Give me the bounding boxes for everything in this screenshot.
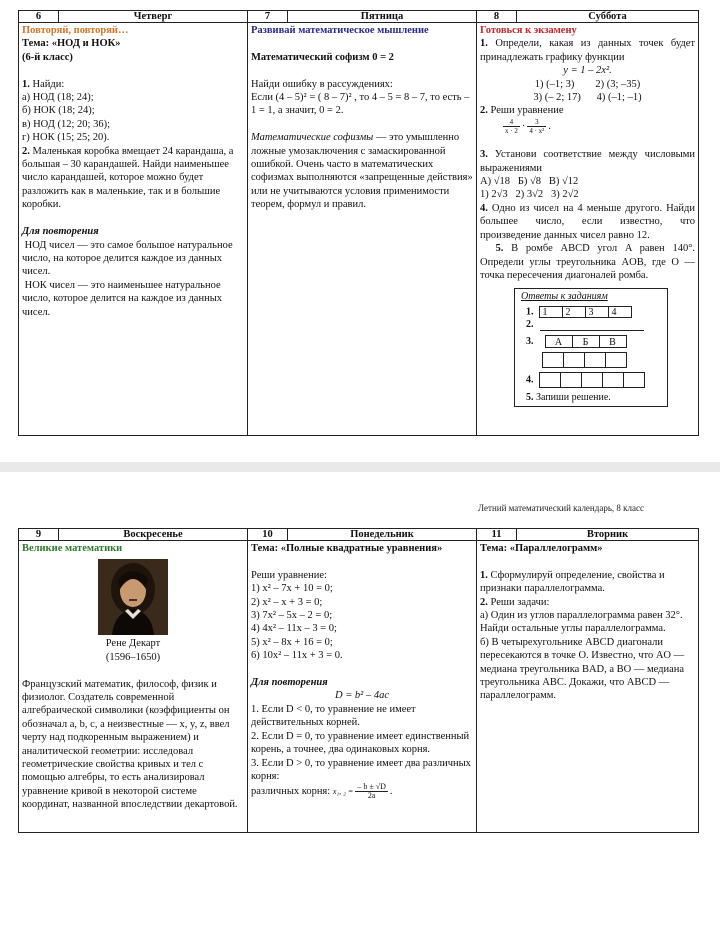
task-2: 2. Реши уравнение $\frac{4}{x \cdot 2}$ · $\frac{3}{\text{4 · x²}}$ . [480, 105, 564, 135]
task-4: 4. Одно из чисел на 4 меньше другого. Найди большее число, если известно, что произведение данных чисел равно 12. [480, 202, 698, 241]
calendar-table-week1 [18, 10, 699, 436]
answer-cell[interactable] [542, 352, 564, 368]
rule: 1. Если D < 0, то уравнение не имеет действительных корней. [251, 703, 419, 729]
answer-cells [540, 372, 645, 388]
sunday-cell [19, 541, 248, 833]
task-1: 1. Сформулируй определение, свойства и признаки параллелограмма. [480, 569, 668, 595]
day-number: 6 [19, 11, 59, 23]
answer-cell[interactable] [560, 372, 582, 388]
day-number: 11 [477, 529, 517, 541]
definition: Математические софизмы — это умышленно ложные умозаключения с замаскированной ошибкой. Очень часто в математических софизмах выполняются «запрещенные действия» или не учитываются условия применимости теорем, формул и правил. [251, 132, 476, 211]
review-title: Для повторения [22, 226, 99, 238]
task-item: б) НОК (18; 24); [22, 105, 95, 117]
answer-row-3: 3. А Б В [521, 335, 661, 348]
day-name: Суббота [517, 11, 699, 23]
answer-row-2: 2. [521, 319, 661, 331]
fraction: $\frac{4}{x \cdot 2}$ [505, 117, 518, 135]
rule: 2. Если D = 0, то уравнение имеет единственный корень, а точнее, два одинаковых корня. [251, 730, 472, 756]
rule: 3. Если D > 0, то уравнение имеет два различных корня: [251, 757, 474, 782]
day-name: Пятница [288, 11, 477, 23]
task-2b: б) В четырехугольнике ABCD диагонали пересекаются в точке O. Известно, что AO — медиана треугольника BAD, а BO — медиана треугольника ABC. Докажи, что ABCD — параллелограмм. [480, 636, 687, 702]
answers-box [514, 288, 668, 406]
saturday-cell [477, 23, 699, 436]
content-row [19, 23, 699, 436]
day-number: 10 [248, 529, 288, 541]
monday-cell [248, 541, 477, 833]
task-item: а) НОД (18; 24); [22, 92, 94, 104]
task-2a: а) Один из углов параллелограмма равен 32°. Найди остальные углы параллелограмма. [480, 610, 686, 635]
task-1: 1. Определи, какая из данных точек будет принадлежать графику функции [480, 38, 698, 63]
section-heading: Повторяй, повторяй… [22, 25, 129, 36]
topic-title: Тема: «Параллелограмм» [480, 543, 603, 554]
thursday-cell [19, 23, 248, 436]
person-name: Рене Декарт [105, 638, 161, 650]
answer-cells-empty [521, 352, 661, 368]
answer-cell[interactable]: В [599, 335, 627, 348]
answer-cell[interactable] [605, 352, 627, 368]
day-name: Четверг [59, 11, 248, 23]
review-nok: НОК чисел — это наименьшее натуральное число, которое делится на каждое из данных чисел. [22, 279, 225, 318]
answer-cell[interactable]: А [545, 335, 573, 348]
header-row [19, 529, 699, 541]
answer-row-5: 5. Запиши решение. [526, 391, 611, 403]
function-formula: y = 1 – 2x². [563, 65, 612, 77]
topic-title: Тема: «НОД и НОК» [22, 38, 121, 50]
task-2: 2. Маленькая коробка вмещает 24 карандаша, а большая – 30 карандашей. Найди наименьшее число карандашей, которое можно будет разложить как в маленькие, так и в большие коробки. [22, 145, 237, 211]
review-nod: НОД чисел — это самое большое натуральное число, на которое делится каждое из данных чисел. [22, 239, 236, 278]
task-intro: Найди ошибку в рассуждениях: [251, 78, 393, 90]
task-options: 3) (– 2; 17) 4) (–1; –1) [533, 92, 642, 104]
day-number: 8 [477, 11, 517, 23]
answer-cell[interactable] [563, 352, 585, 368]
task-intro: Реши уравнение: [251, 569, 327, 581]
day-number: 9 [19, 529, 59, 541]
task-item: г) НОК (15; 25; 20). [22, 132, 110, 144]
answer-cell[interactable]: 1 [539, 306, 563, 318]
person-years: (1596–1650) [105, 651, 161, 663]
answer-cell[interactable]: 2 [562, 306, 586, 318]
answer-row-1: 1. 1 2 3 4 [521, 306, 661, 318]
roots-formula: различных корня: x₁, ₂ = $\frac{- b \pm √D}{2a}$ . [251, 782, 393, 801]
discriminant-formula: D = b² – 4ac [335, 690, 389, 702]
task-1: 1. Найди: [22, 78, 65, 90]
section-heading: Готовься к экзамену [480, 25, 577, 36]
section-heading: Развивай математическое мышление [251, 25, 429, 36]
content-row [19, 541, 699, 833]
answer-cell[interactable] [623, 372, 645, 388]
task-5: 5. В ромбе ABCD угол A равен 140°. Определи углы треугольника AOB, где O — точка пересечения диагоналей ромба. [480, 243, 698, 281]
review-title: Для повторения [251, 677, 328, 689]
equation: 1) x² – 7x + 10 = 0; [251, 583, 333, 595]
equation: 6) 10x² – 11x + 3 = 0. [251, 650, 343, 662]
equation: 5) x² – 8x + 16 = 0; [251, 636, 333, 648]
calendar-table-week2 [18, 528, 699, 833]
topic-title: Тема: «Полные квадратные уравнения» [251, 543, 443, 554]
page-footer: Летний математический календарь, 8 класс [478, 503, 645, 513]
answer-cell[interactable]: 3 [585, 306, 609, 318]
task-2: 2. Реши задачи: [480, 596, 550, 608]
fraction: $\frac{- b \pm √D}{2a}$ [357, 782, 386, 801]
friday-cell [248, 23, 477, 436]
page-separator [0, 462, 720, 472]
answer-cells [546, 335, 627, 348]
day-name: Воскресенье [59, 529, 248, 541]
answer-cell[interactable]: Б [572, 335, 600, 348]
biography: Французский математик, философ, физик и физиолог. Создатель современной алгебраической символики (коэффициенты он обозначал a, b, c, а неизвестные — x, y, z, ввел черту над подкоренным выражением) и аналитической геометрии: исследовал геометрические свойства кривых и тел с помощью алгебры, то есть анализировал уравнение кривой в некоторой системе координат, названной впоследствии декартовой. [22, 678, 238, 811]
fraction: $\frac{3}{\text{4 · x²}}$ [529, 117, 545, 135]
task-options: А) √18 Б) √8 В) √12 [480, 176, 579, 188]
tuesday-cell [477, 541, 699, 833]
answer-cell[interactable] [539, 372, 561, 388]
answers-title: Ответы к заданиям [521, 291, 608, 303]
grade-label: (6-й класс) [22, 51, 73, 63]
answer-cell[interactable] [584, 352, 606, 368]
task-equation: Если (4 – 5)² = ( 8 – 7)² , то 4 – 5 = 8 – 7, то есть –1 = 1, а значит, 0 = 2. [251, 92, 470, 117]
answer-cell[interactable] [581, 372, 603, 388]
answer-cells [540, 306, 632, 318]
equation: 3) 7x² – 5x – 2 = 0; [251, 610, 333, 622]
header-row [19, 11, 699, 23]
day-name: Вторник [517, 529, 699, 541]
topic-title: Математический софизм 0 = 2 [251, 51, 394, 63]
descartes-portrait [98, 559, 168, 635]
equation: 2) x² – x + 3 = 0; [251, 596, 323, 608]
task-3: 3. Установи соответствие между числовыми выражениями [480, 149, 698, 174]
equation: 4) 4x² – 11x – 3 = 0; [251, 623, 337, 635]
day-name: Понедельник [288, 529, 477, 541]
section-heading: Великие математики [22, 543, 123, 554]
answer-line[interactable] [540, 320, 644, 331]
answer-cell[interactable] [602, 372, 624, 388]
task-options: 1) (–1; 3) 2) (3; –35) [534, 78, 641, 90]
answer-row-4: 4. [521, 372, 661, 388]
day-number: 7 [248, 11, 288, 23]
task-options: 1) 2√3 2) 3√2 3) 2√2 [480, 189, 579, 201]
answer-cell[interactable]: 4 [608, 306, 632, 318]
task-item: в) НОД (12; 20; 36); [22, 118, 111, 130]
